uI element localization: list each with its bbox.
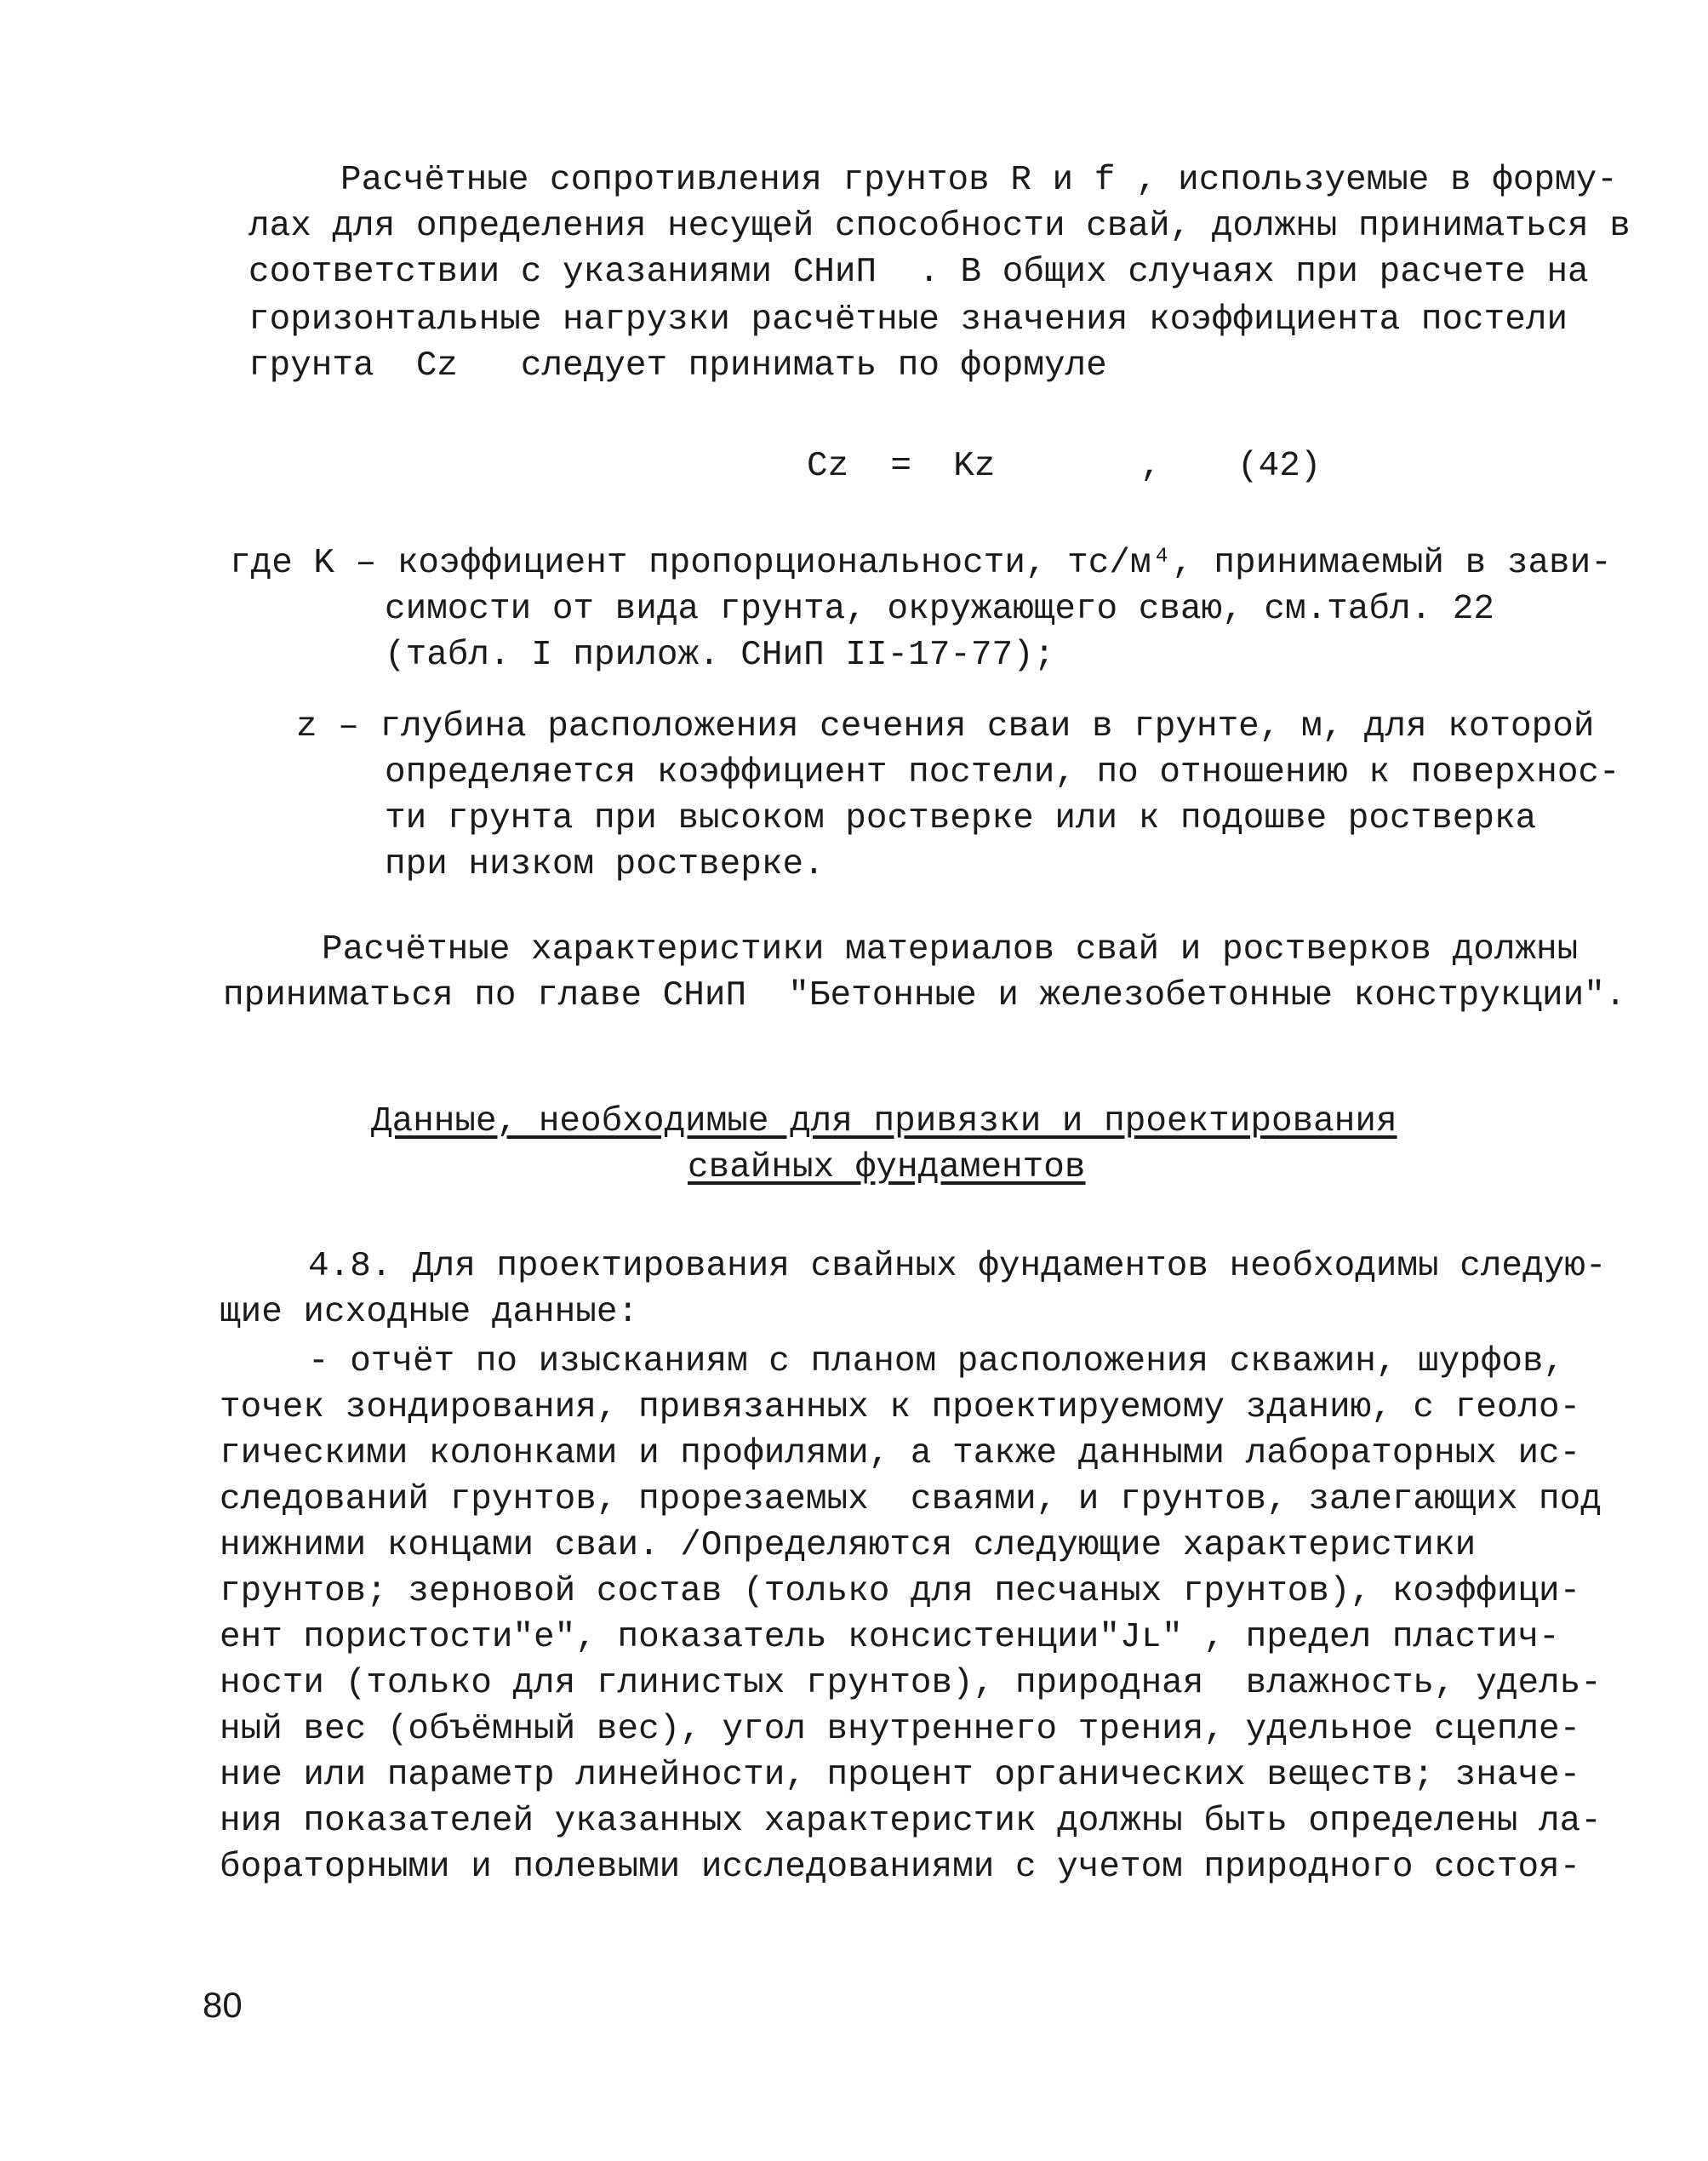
section-4-8-line: грунтов; зерновой состав (только для песчаных грунтов), коэффици- xyxy=(220,1572,1581,1611)
paragraph2-line: приниматься по главе СНиП "Бетонные и железобетонные конструкции". xyxy=(223,976,1626,1015)
paragraph1-line: грунта Cz следует принимать по формуле xyxy=(248,346,1107,386)
section-4-8-line: бораторными и полевыми исследованиями с учетом природного состоя- xyxy=(220,1848,1581,1887)
section-4-8-line: нижними концами сваи. /Определяются следующие характеристики xyxy=(220,1526,1477,1565)
section-4-8-line: ния показателей указанных характеристик должны быть определены ла- xyxy=(220,1802,1602,1841)
section-4-8-line: ный вес (объёмный вес), угол внутреннего трения, удельное сцепле- xyxy=(220,1710,1581,1749)
section-4-8-line: ент пористости"e", показатель консистенции"Jʟ" , предел пластич- xyxy=(220,1618,1560,1657)
definition-line: где K – коэффициент пропорциональности, тс/м⁴, принимаемый в зави- xyxy=(230,544,1612,583)
definition-line: определяется коэффициент постели, по отношению к поверхнос- xyxy=(385,753,1620,792)
definition-line: при низком ростверке. xyxy=(385,845,825,884)
section-heading-line: свайных фундаментов xyxy=(688,1148,1086,1187)
paragraph1-line: горизонтальные нагрузки расчётные значения коэффициента постели xyxy=(248,300,1568,340)
section-4-8-line: 4.8. Для проектирования свайных фундаментов необходимы следую- xyxy=(308,1247,1607,1286)
section-4-8-line: щие исходные данные: xyxy=(220,1293,639,1332)
paragraph1-line: лах для определения несущей способности свай, должны приниматься в xyxy=(248,207,1631,246)
definition-line: z – глубина расположения сечения сваи в грунте, м, для которой xyxy=(296,707,1595,746)
paragraph1-line: соответствии с указаниями СНиП . В общих случаях при расчете на xyxy=(248,253,1589,292)
section-4-8-line: ности (только для глинистых грунтов), природная влажность, удель- xyxy=(220,1664,1602,1703)
section-4-8-line: гическими колонками и профилями, а также данными лабораторных ис- xyxy=(220,1434,1581,1473)
section-4-8-line: точек зондирования, привязанных к проектируемому зданию, с геоло- xyxy=(220,1388,1581,1427)
page-number: 80 xyxy=(203,1985,243,2025)
paragraph2-line: Расчётные характеристики материалов свай и ростверков должны xyxy=(322,930,1579,969)
section-heading-line: Данные, необходимые для привязки и проектирования xyxy=(371,1102,1397,1141)
definition-line: симости от вида грунта, окружающего сваю, см.табл. 22 xyxy=(385,590,1495,629)
formula-number: (42) xyxy=(1237,447,1322,486)
section-4-8-line: - отчёт по изысканиям с планом расположения скважин, шурфов, xyxy=(308,1342,1565,1381)
formula-separator: , xyxy=(1140,447,1162,486)
section-4-8-line: следований грунтов, прорезаемых сваями, и грунтов, залегающих под xyxy=(220,1480,1602,1519)
formula-expression: Cz = Kz xyxy=(807,447,996,486)
paragraph1-line: Расчётные сопротивления грунтов R и f , используемые в форму- xyxy=(340,161,1618,200)
definition-line: (табл. I прилож. СНиП II-17-77); xyxy=(385,636,1055,675)
definition-line: ти грунта при высоком ростверке или к подошве ростверка xyxy=(385,799,1537,838)
section-4-8-line: ние или параметр линейности, процент органических веществ; значе- xyxy=(220,1756,1581,1795)
